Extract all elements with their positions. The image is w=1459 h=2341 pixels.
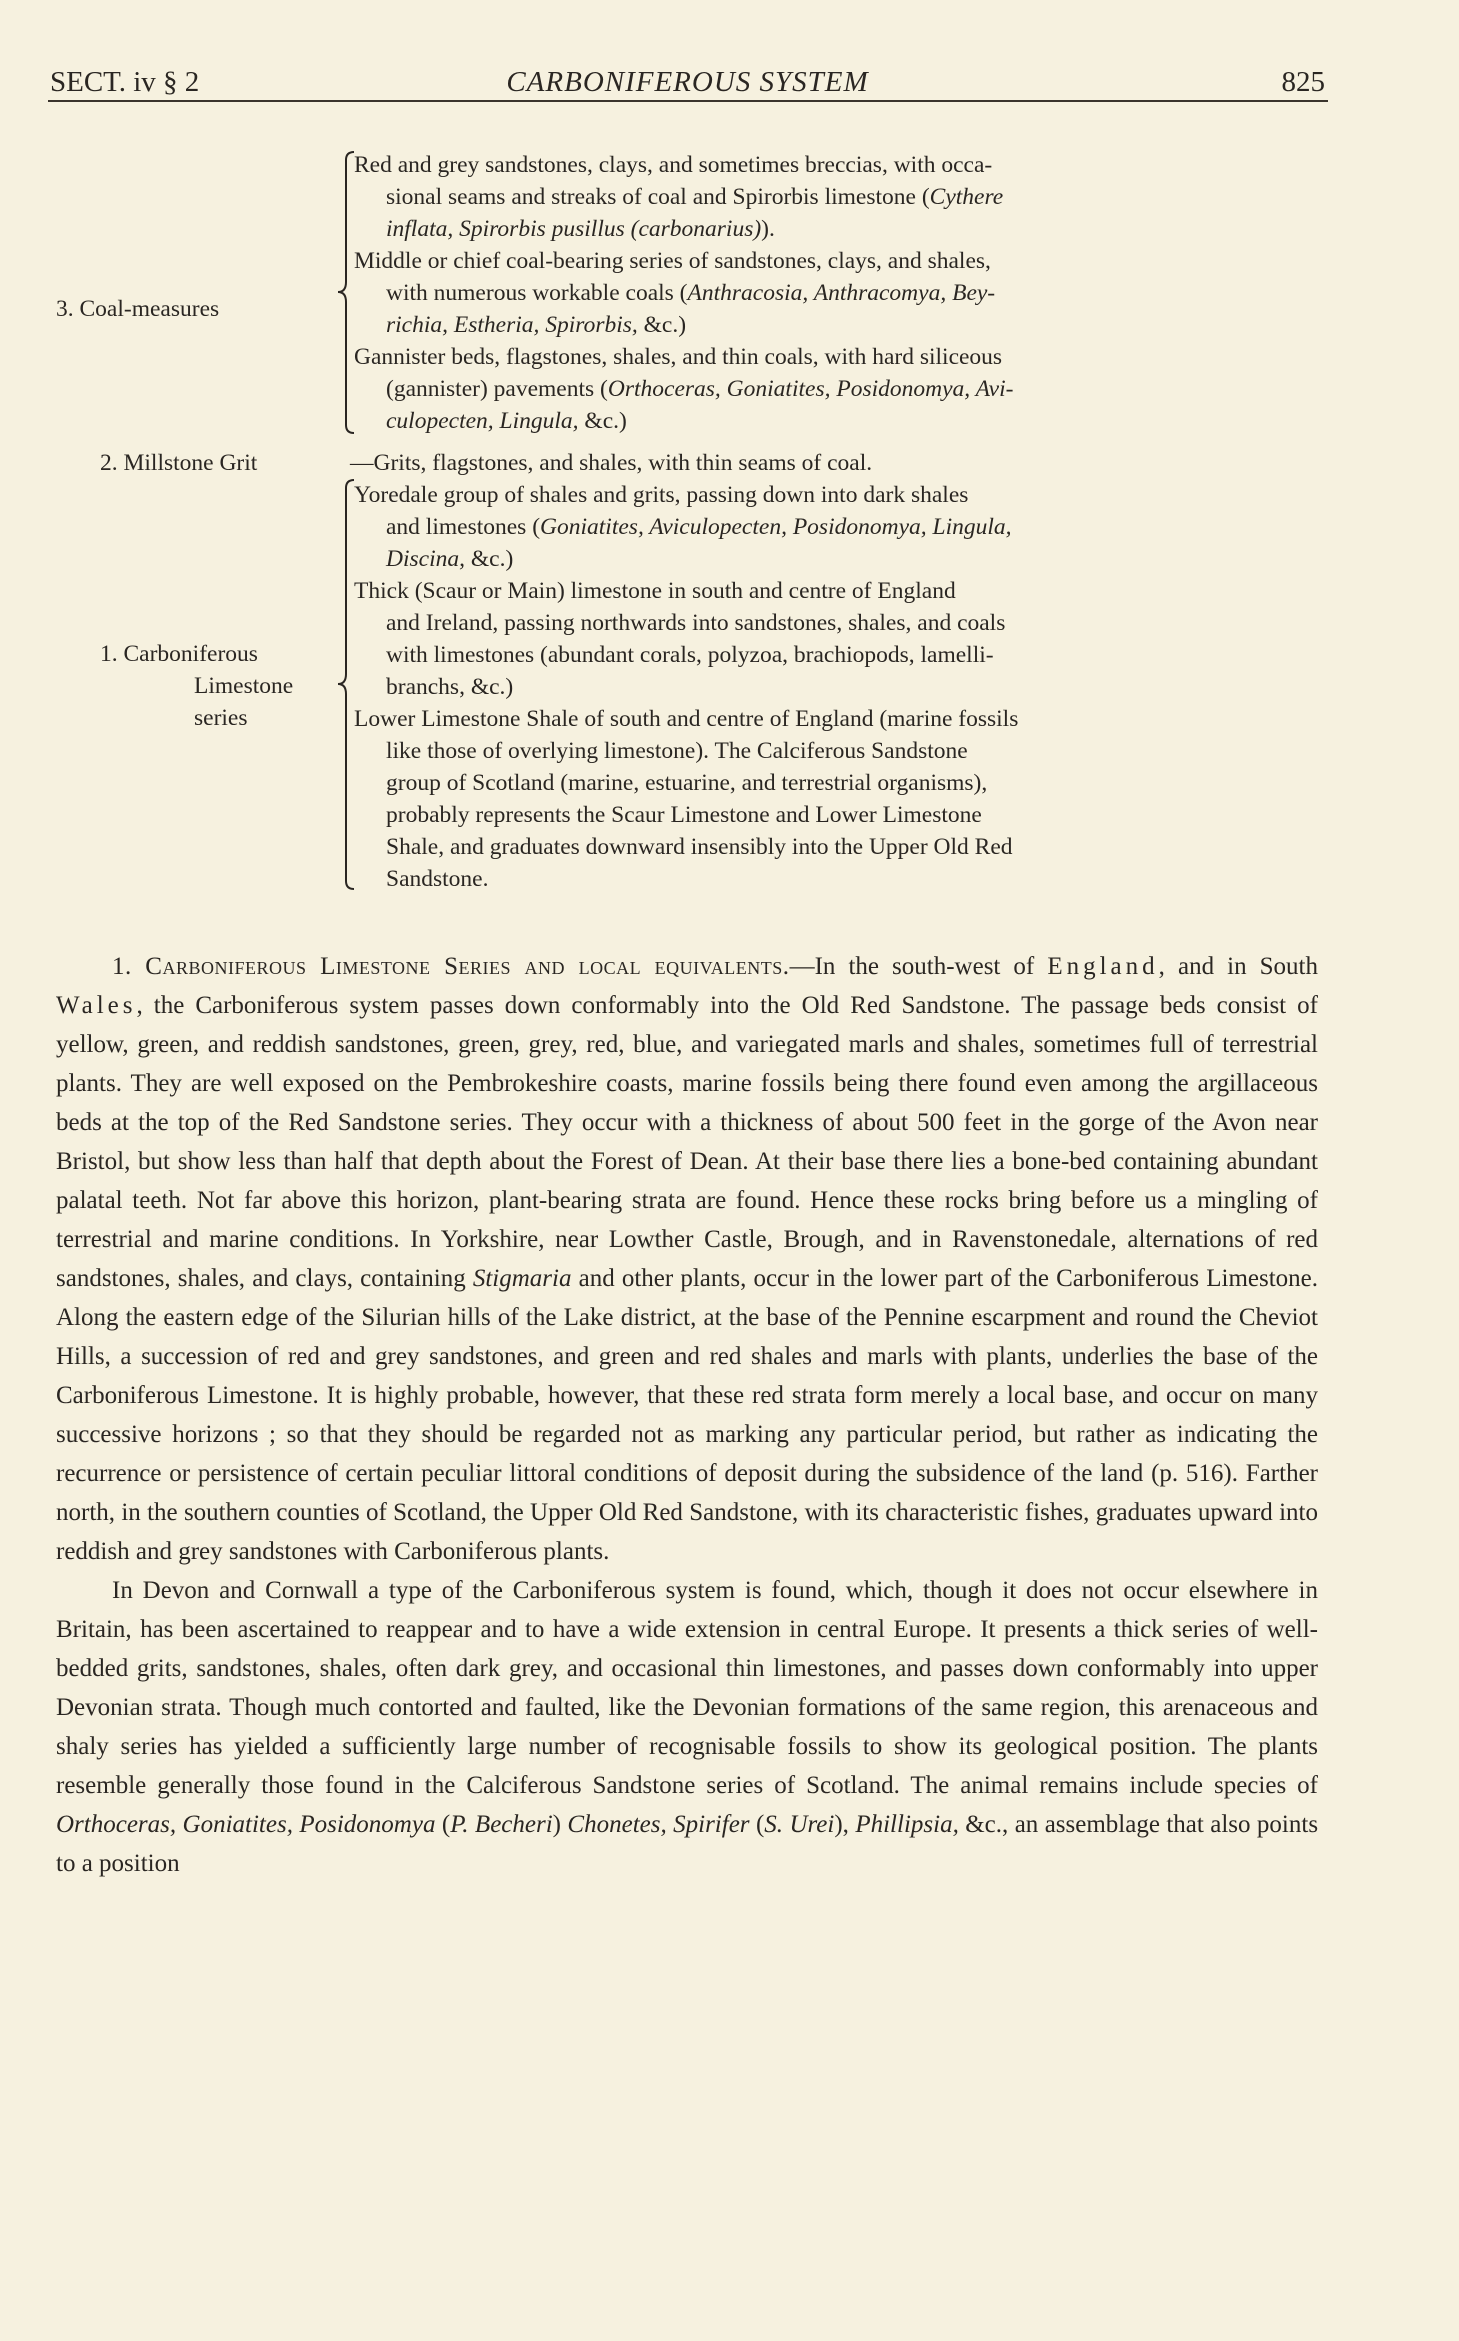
coal-measures-label: 3. Coal-measures — [56, 296, 220, 322]
carb-limestone-label-line1: 1. Carboniferous — [100, 641, 258, 667]
coal-measures-brace — [336, 150, 356, 435]
running-header — [50, 62, 1325, 102]
main-limestone: Thick (Scaur or Main) limestone in south and centre of England and Ireland, passing northwards into sandstones, shales, and coals with limestones (abundant corals, polyzoa, brachiopods, lamelli- branchs, &c.) — [354, 578, 1006, 700]
coal-measures-lower: Gannister beds, flagstones, shales, and thin coals, with hard siliceous (gannister) pavements (Orthoceras, Goniatites, Posidonomya, Avi- culopecten, Lingula, &c.) — [354, 344, 1014, 434]
page-number: 825 — [1281, 66, 1325, 98]
carb-limestone-label-line3: series — [194, 705, 248, 731]
paragraph-carboniferous-limestone: 1. Carboniferous Limestone Series and local equivalents.—In the south-west of England, and in South Wales, the Carboniferous system passes down conformably into the Old Red Sandstone. The passage beds consist of yellow, green, and reddish sandstones, green, grey, red, blue, and variegated marls and shales, sometimes full of terrestrial plants. They are well exposed on the Pembrokeshire coasts, marine fossils being there found even among the argillaceous beds at the top of the Red Sandstone series. They occur with a thickness of about 500 feet in the gorge of the Avon near Bristol, but show less than half that depth about the Forest of Dean. At their base there lies a bone-bed containing abundant palatal teeth. Not far above this horizon, plant-bearing strata are found. Hence these rocks bring before us a mingling of terrestrial and marine conditions. In Yorkshire, near Lowther Castle, Brough, and in Ravenstonedale, alternations of red sandstones, shales, and clays, containing Stigmaria and other plants, occur in the lower part of the Carboniferous Limestone. Along the eastern edge of the Silurian hills of the Lake district, at the base of the Pennine escarpment and round the Cheviot Hills, a succession of red and grey sandstones, and green and red shales and marls with plants, underlies the base of the Carboniferous Limestone. It is highly probable, however, that these red strata form merely a local base, and occur on many successive horizons ; so that they should be regarded not as marking any particular period, but rather as indicating the recurrence or persistence of certain peculiar littoral conditions of deposit during the subsidence of the land (p. 516). Farther north, in the southern counties of Scotland, the Upper Old Red Sandstone, with its characteristic fishes, graduates upward into reddish and grey sandstones with Carboniferous plants. — [56, 953, 1319, 1565]
page-title: CARBONIFEROUS SYSTEM — [506, 66, 869, 98]
coal-measures-upper: Red and grey sandstones, clays, and sometimes breccias, with occa- sional seams and streaks of coal and Spirorbis limestone (Cythere inflata, Spirorbis pusillus (carbonarius)). — [354, 152, 1004, 242]
coal-measures-middle: Middle or chief coal-bearing series of sandstones, clays, and shales, with numerous workable coals (Anthracosia, Anthracomya, Bey- richia, Estheria, Spirorbis, &c.) — [354, 248, 996, 338]
carb-limestone-brace — [336, 478, 356, 891]
section-reference: SECT. iv § 2 — [50, 66, 200, 98]
millstone-grit-description: —Grits, flagstones, and shales, with thin seams of coal. — [350, 450, 873, 476]
body-text — [56, 947, 1318, 1883]
section-heading: 1. Carboniferous Limestone Series and local equivalents. — [112, 953, 790, 980]
paragraph-devon-cornwall: In Devon and Cornwall a type of the Carboniferous system is found, which, though it does not occur elsewhere in Britain, has been ascertained to reappear and to have a wide extension in central Europe. It presents a thick series of well-bedded grits, sandstones, shales, often dark grey, and occasional thin limestones, and passes down conformably into upper Devonian strata. Though much contorted and faulted, like the Devonian formations of the same region, this arenaceous and shaly series has yielded a sufficiently large number of recognisable fossils to show its geological position. The plants resemble generally those found in the Calciferous Sandstone series of Scotland. The animal remains include species of Orthoceras, Goniatites, Posidonomya (P. Becheri) Chonetes, Spirifer (S. Urei), Phillipsia, &c., an assemblage that also points to a position — [56, 1577, 1319, 1877]
carb-limestone-label-line2: Limestone — [194, 673, 294, 699]
header-rule — [48, 100, 1328, 102]
yoredale-group: Yoredale group of shales and grits, passing down into dark shales and limestones (Goniatites, Aviculopecten, Posidonomya, Lingula, Discina, &c.) — [354, 482, 1012, 572]
lower-limestone-shale: Lower Limestone Shale of south and centre of England (marine fossils like those of overlying limestone). The Calciferous Sandstone group of Scotland (marine, estuarine, and terrestrial organisms), probably represents the Scaur Limestone and Lower Limestone Shale, and graduates downward insensibly into the Upper Old Red Sandstone. — [354, 706, 1019, 892]
millstone-grit-label: 2. Millstone Grit — [100, 450, 258, 476]
